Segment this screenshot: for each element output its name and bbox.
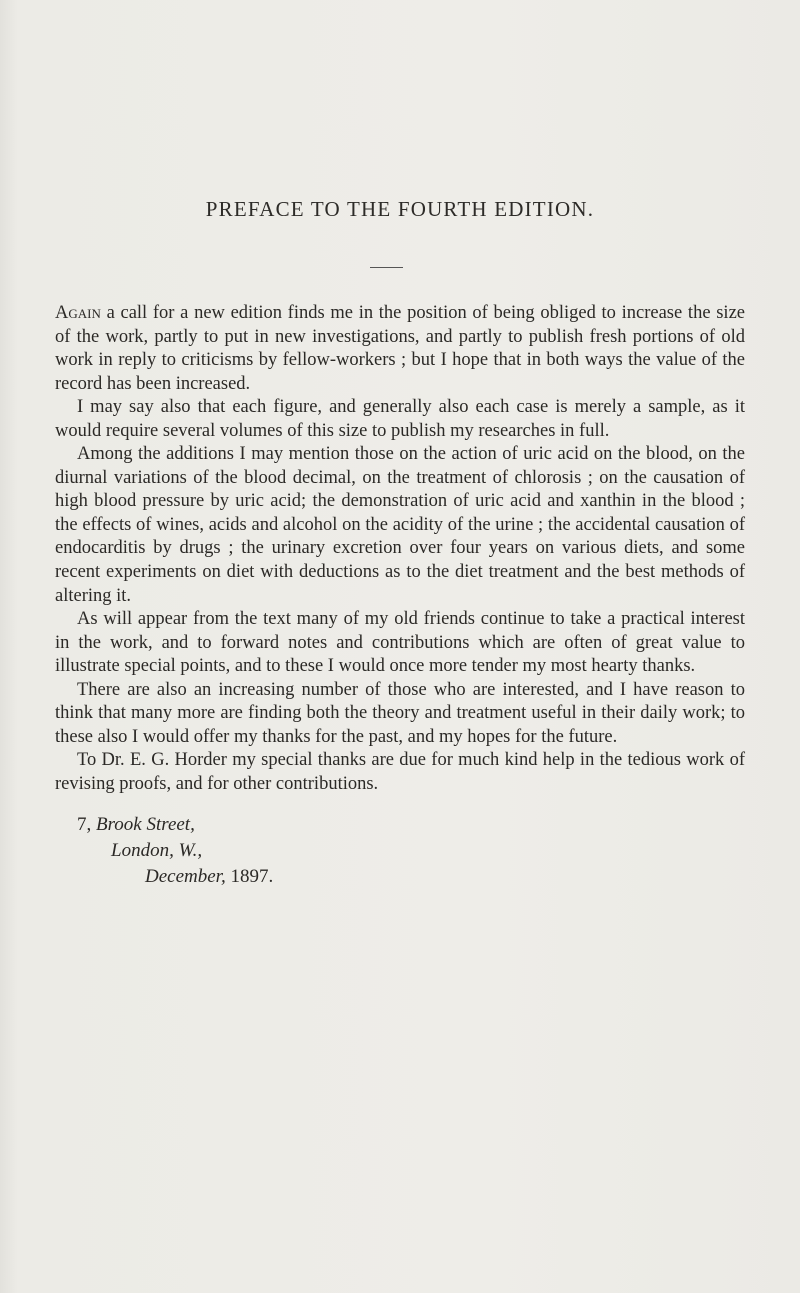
paragraph-6: To Dr. E. G. Horder my special thanks are due for much kind help in the tedious work of revising proofs, and for other contributions. <box>55 750 745 794</box>
paragraph-4: As will appear from the text many of my old friends continue to take a practical interest in the work, and to forward notes and contributions which are often of great value to illustrate special points, and to these I would once more tender my most hearty thanks. <box>55 609 745 677</box>
title-divider <box>370 267 403 268</box>
date-year: 1897. <box>225 866 274 887</box>
address-line-2: London, W., <box>111 840 203 861</box>
paragraph-1-lead-word: Again <box>55 303 101 323</box>
street-name: Brook Street, <box>96 814 195 835</box>
address-line-1 <box>77 812 273 838</box>
paragraph-3: Among the additions I may mention those on the action of uric acid on the blood, on the diurnal variations of the blood decimal, on the treatment of chlorosis ; on the causation of high blood pressure by uric acid; the demonstration of uric acid and xanthin in the blood ; the effects of wines, acids and alcohol on the acidity of the urine ; the accidental causation of endocarditis by drugs ; the urinary excretion over four years on various diets, and some recent experiments on diet with deductions as to the diet treatment and the best methods of altering it. <box>55 444 745 606</box>
address-signature <box>77 812 273 890</box>
preface-body <box>55 302 745 796</box>
street-number: 7, <box>77 814 96 835</box>
date-month: December, <box>145 866 226 887</box>
page-title: PREFACE TO THE FOURTH EDITION. <box>205 197 595 221</box>
paragraph-1-text: a call for a new edition finds me in the position of being obliged to increase the size of the work, partly to put in new investigations, and partly to publish fresh portions of old work in reply to criticisms by fellow-workers ; but I hope that in both ways the value of the record has been increased. <box>55 303 745 394</box>
paragraph-1 <box>55 302 745 396</box>
date-line <box>145 864 273 890</box>
paragraph-5: There are also an increasing number of those who are interested, and I have reason to think that many more are finding both the theory and treatment useful in their daily work; to these also I would offer my thanks for the past, and my hopes for the future. <box>55 679 745 747</box>
paragraph-2: I may say also that each figure, and generally also each case is merely a sample, as it would require several volumes of this size to publish my researches in full. <box>55 397 745 441</box>
